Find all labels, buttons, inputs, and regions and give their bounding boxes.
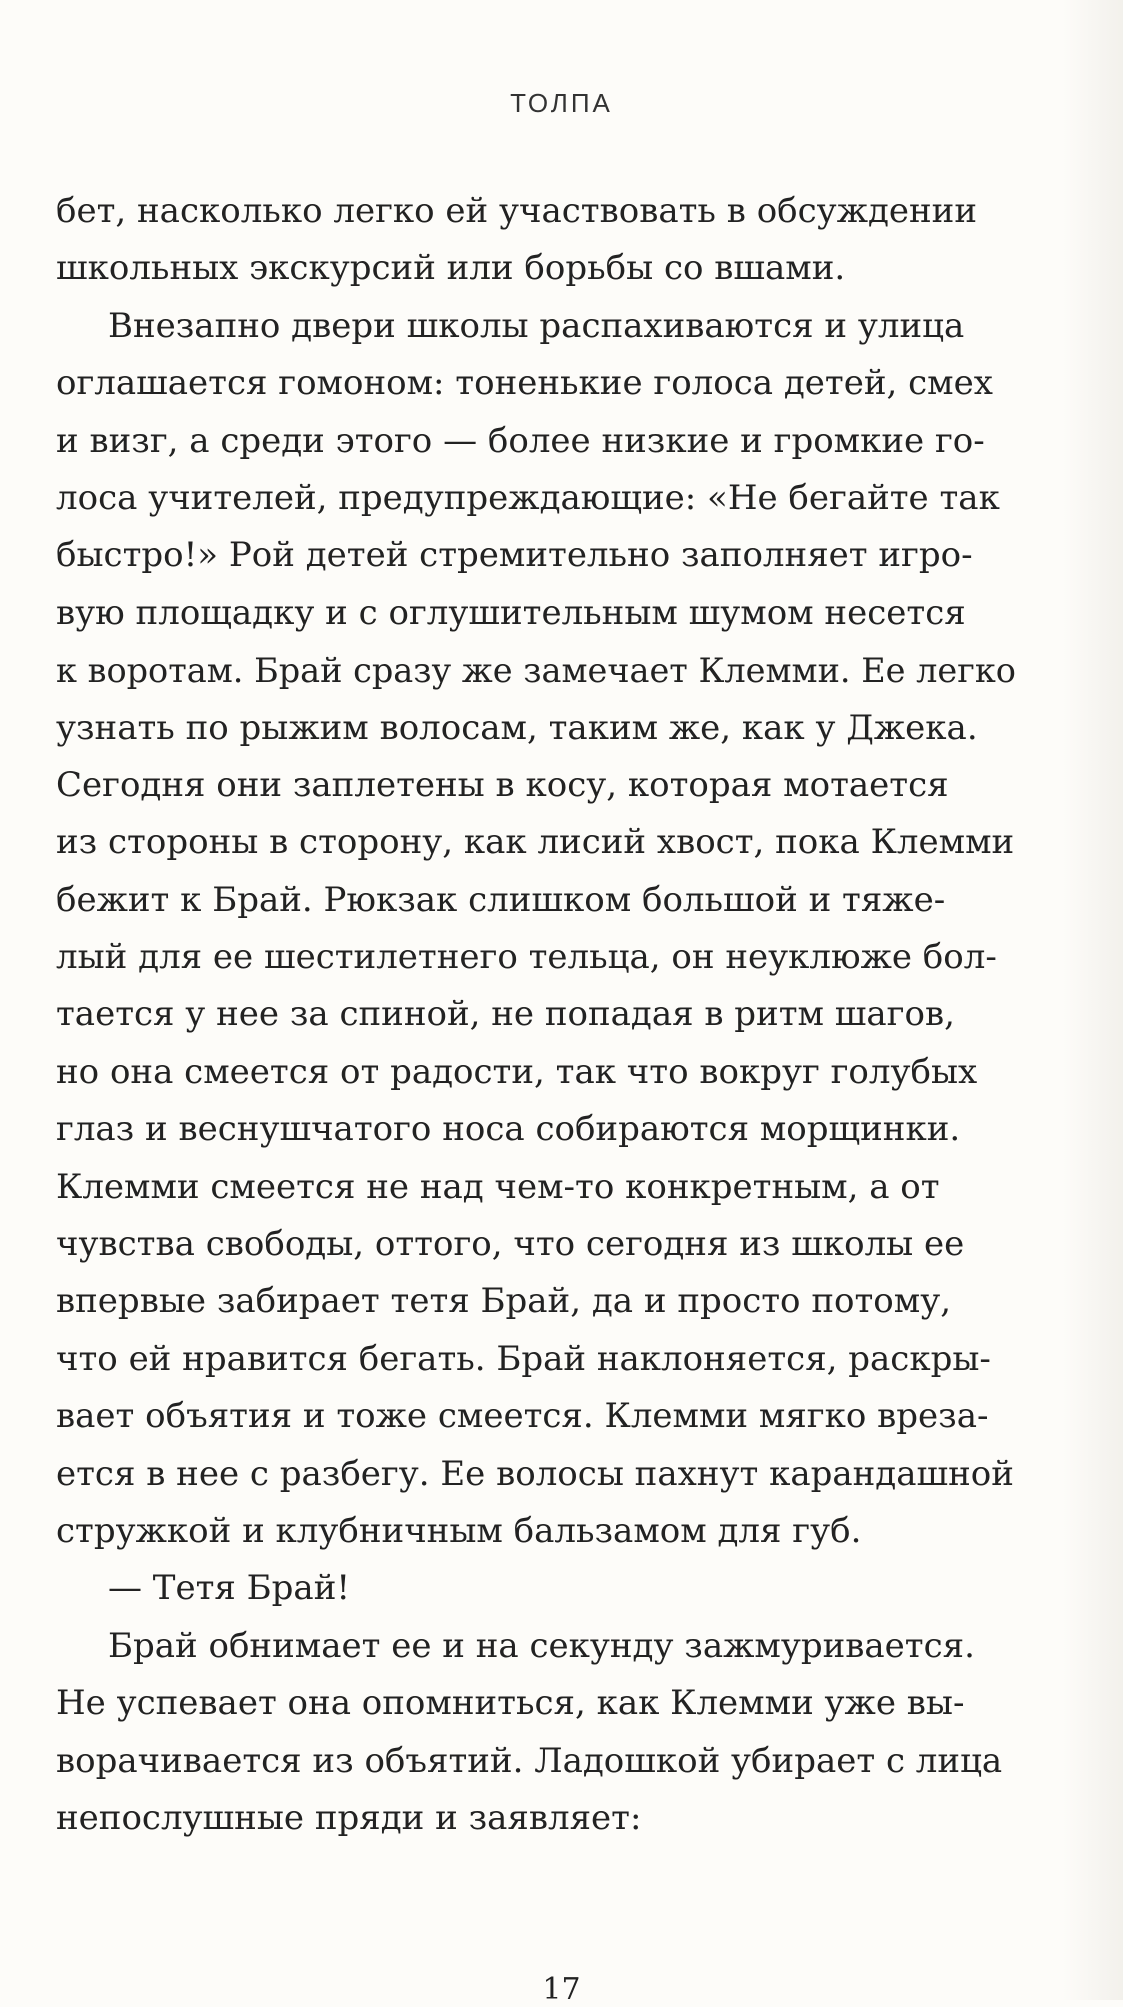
text-line: Внезапно двери школы распахиваются и улица: [108, 305, 965, 346]
text-line: бежит к Брай. Рюкзак слишком большой и тяже-: [56, 879, 946, 920]
text-line: чувства свободы, оттого, что сегодня из школы ее: [56, 1224, 965, 1265]
text-line: школьных экскурсий или борьбы со вшами.: [56, 248, 846, 289]
text-line: глаз и веснушчатого носа собираются морщинки.: [56, 1109, 961, 1150]
page-number: 17: [542, 1972, 581, 2007]
text-line: непослушные пряди и заявляет:: [56, 1797, 642, 1838]
text-line: вает объятия и тоже смеется. Клемми мягко вреза-: [56, 1396, 989, 1437]
page-edge-shadow: [1063, 0, 1123, 2000]
text-line: Сегодня они заплетены в косу, которая мотается: [56, 764, 949, 805]
text-line: бет, насколько легко ей участвовать в обсуждении: [56, 191, 978, 231]
text-line: Клемми смеется не над чем-то конкретным, а от: [56, 1166, 940, 1207]
text-line: ется в нее с разбегу. Ее волосы пахнут карандашной: [56, 1453, 1014, 1494]
text-line: к воротам. Брай сразу же замечает Клемми. Ее легко: [56, 651, 1016, 691]
text-line: узнать по рыжим волосам, таким же, как у Джека.: [56, 707, 978, 748]
text-line: но она смеется от радости, так что вокруг голубых: [56, 1051, 978, 1092]
text-line: ворачивается из объятий. Ладошкой убирает с лица: [56, 1740, 1003, 1781]
text-line: что ей нравится бегать. Брай наклоняется, раскры-: [56, 1338, 991, 1379]
text-line: лоса учителей, предупреждающие: «Не бегайте так: [56, 477, 1000, 518]
text-line: Не успевает она опомниться, как Клемми уже вы-: [56, 1683, 965, 1724]
text-line: быстро!» Рой детей стремительно заполняет игро-: [56, 535, 973, 576]
text-line: — Тетя Брай!: [108, 1568, 351, 1609]
text-line: и визг, а среди этого — более низкие и громкие го-: [56, 420, 985, 461]
text-line: Брай обнимает ее и на секунду зажмуривается.: [108, 1625, 975, 1666]
text-line: вую площадку и с оглушительным шумом несется: [56, 592, 966, 633]
text-line: из стороны в сторону, как лисий хвост, пока Клемми: [56, 822, 1015, 863]
text-line: стружкой и клубничным бальзамом для губ.: [56, 1510, 862, 1551]
text-line: тается у нее за спиной, не попадая в ритм шагов,: [56, 994, 955, 1035]
body-text: [56, 183, 1016, 1847]
running-title: ТОЛПА: [510, 88, 613, 118]
text-line: впервые забирает тетя Брай, да и просто потому,: [56, 1281, 952, 1322]
text-line: оглашается гомоном: тоненькие голоса детей, смех: [56, 363, 993, 404]
text-line: лый для ее шестилетнего тельца, он неуклюже бол-: [56, 937, 997, 978]
